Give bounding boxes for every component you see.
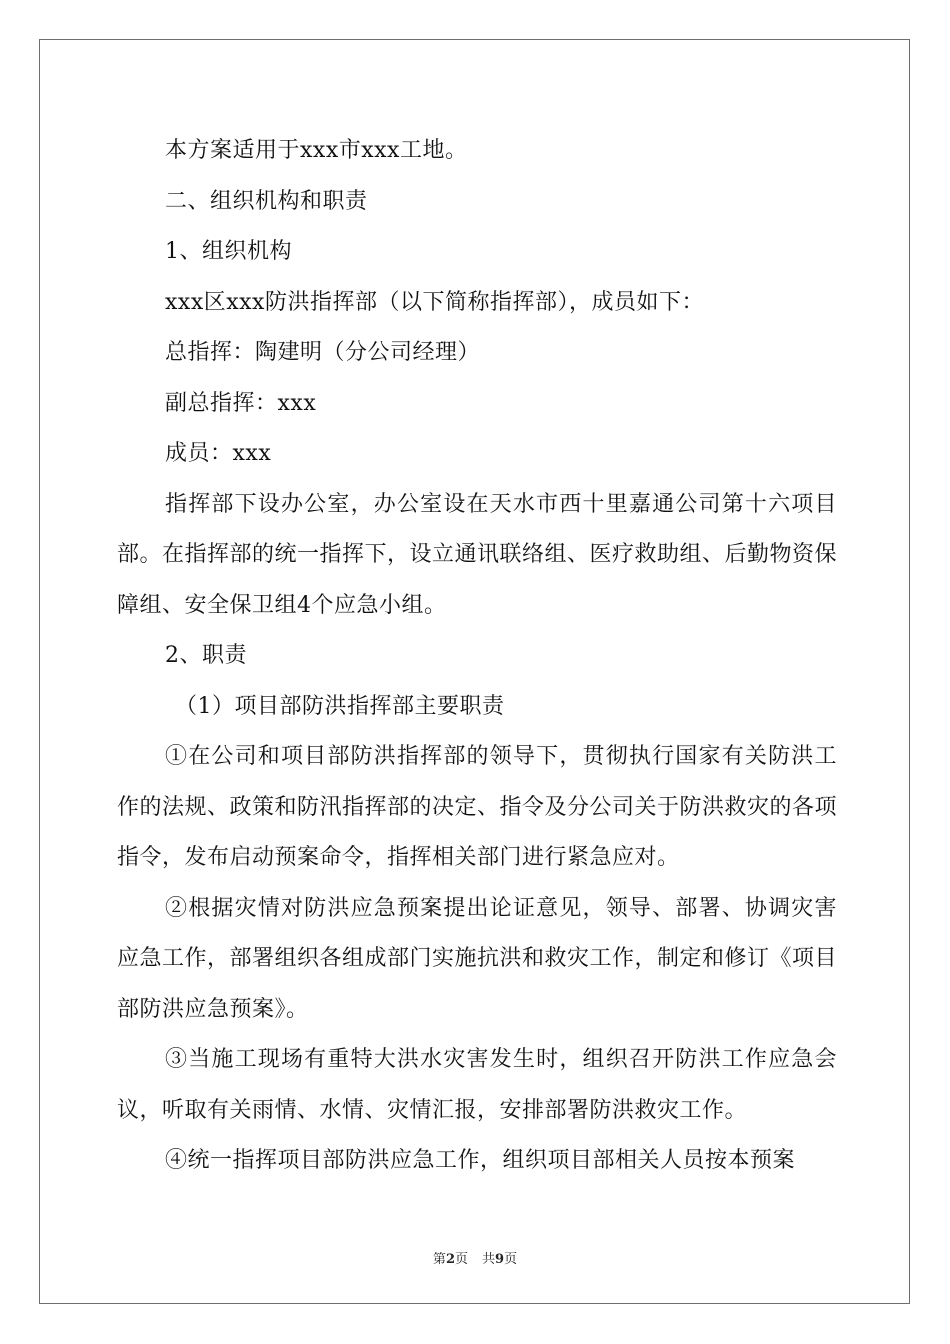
page-prefix: 第 — [432, 1252, 446, 1267]
paragraph-duty-4: ④统一指挥项目部防洪应急工作，组织项目部相关人员按本预案 — [165, 1148, 796, 1173]
subheading-main-duties: （1）项目部防洪指挥部主要职责 — [175, 693, 505, 719]
paragraph-duty-3: ③当施工现场有重特大洪水灾害发生时，组织召开防洪工作应急会议，听取有关雨情、水情、灾情汇报，安排部署防洪救灾工作。 — [117, 1047, 837, 1123]
subheading-duties: 2、职责 — [165, 643, 247, 668]
paragraph-deputy-commander: 副总指挥：xxx — [165, 390, 317, 416]
page-footer — [0, 1248, 950, 1267]
page-current: 2 — [445, 1252, 455, 1267]
document-body — [117, 126, 837, 1187]
subheading-organization: 1、组织机构 — [165, 239, 292, 264]
paragraph-command-members: xxx区xxx防洪指挥部（以下简称指挥部），成员如下： — [165, 289, 704, 315]
paragraph-office: 指挥部下设办公室，办公室设在天水市西十里嘉通公司第十六项目部。在指挥部的统一指挥下，设立通讯联络组、医疗救助组、后勤物资保障组、安全保卫组4个应急小组。 — [117, 491, 838, 618]
paragraph-duty-2: ②根据灾情对防洪应急预案提出论证意见，领导、部署、协调灾害应急工作，部署组织各组成部门实施抗洪和救灾工作，制定和修订《项目部防洪应急预案》。 — [117, 895, 838, 1022]
total-prefix: 共 — [482, 1252, 496, 1267]
paragraph-duty-1: ①在公司和项目部防洪指挥部的领导下，贯彻执行国家有关防洪工作的法规、政策和防汛指挥部的决定、指令及分公司关于防洪救灾的各项指令，发布启动预案命令，指挥相关部门进行紧急应对。 — [117, 744, 838, 870]
paragraph-members: 成员：xxx — [165, 441, 272, 466]
page-suffix: 页 — [454, 1252, 468, 1267]
total-suffix: 页 — [504, 1252, 518, 1267]
section-heading-organization: 二、组织机构和职责 — [165, 188, 368, 214]
paragraph-scope: 本方案适用于xxx市xxx工地。 — [165, 138, 468, 163]
paragraph-chief-commander: 总指挥：陶建明（分公司经理） — [165, 340, 481, 365]
page-total: 9 — [495, 1252, 505, 1267]
